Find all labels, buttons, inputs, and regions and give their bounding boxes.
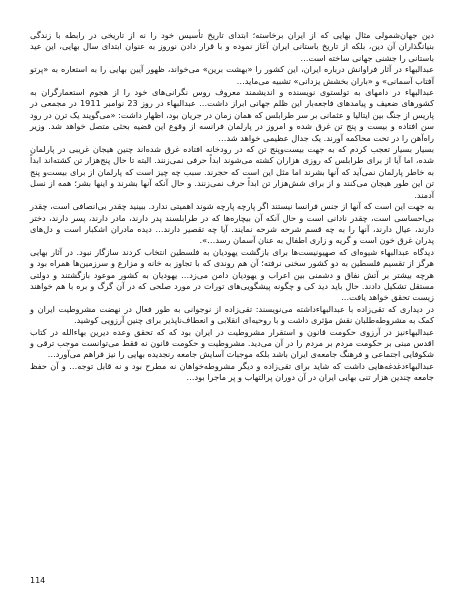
paragraph-8: عبدالبهاءنیز در آرزوی حکومت قانون و استقرار مشروطیت در ایران بود که که تحقق وعده دیرین بهاءالله در کتاب اقدس مبنی بر حکومت مردم بر مردم را در آن می‌دید. مشروطیت و حکومت قانون نه فقط می‌توانست موجب ترقی و شکوفایی اجتماعی و فرهنگ جامعه‌ی ایران باشد بلکه موجبات آسایش جامعه رنجدیده بهایی را نیز فراهم می‌آورد… [30, 326, 434, 360]
paragraph-4: بسیار بسیار تعجب کردم که به جهت بیست‌وپنج تن که در رودخانه افتاده غرق شده‌اند چنین هیجان غریبی در پارلمان شده، اما آیا از برای طرابلس که روزی هزاران کشته می‌شوند ابداً حرفی نمی‌زنند. البته تا حال پنج‌هزار تن کشته‌اند ابداً به خاطر پارلمان نمی‌آید که آنها بشرند اما مثل این است که حجرند. سبب چه چیز است که پارلمان از برای بیست‌و پنج تن این طور هیجان می‌کنند و از برای شش‌هزار تن ابداً حرف نمی‌زنند. و حال آنکه آنها بشرند و اینها بشر؛ همه از نسل آدمند. [30, 144, 434, 200]
paragraph-6: دیدگاه عبدالبهاء شیوه‌ای که صهیونیست‌ها برای بازگشت یهودیان به فلسطین انتخاب کردند سازگار نبود. در آثار بهایی هرگز از تقسیم فلسطین به دو کشور سخنی نرفته؛ آن هم روندی که با تجاوز به خانه و مزارع و سرزمین‌ها همراه بود و هرچه بیشتر بر آتش نفاق و دشمنی بین اعراب و یهودیان دامن می‌زد… یهودیان به کشور موعود بازگشتند و دولتی مستقل تشکیل دادند. حال باید دید کی و چگونه پیشگویی‌های تورات در مورد صلحی که در آن گرگ و بره با هم خواهند زیست تحقق خواهد یافت… [30, 246, 434, 303]
paragraph-1: دین جهان‌شمولی مثال بهایی که از ایران برخاسته؛ ابتدای تاریخ تأسیس خود را نه از تاریخی در رابطه با زندگی بنیانگذاران آن دین، بلکه از تاریخ باستانی ایران آغاز نموده و با قرار دادن نوروز به عنوان ابتدای سال بهایی، این عید باستانی را جشنی جهانی ساخته است… [30, 30, 434, 63]
paragraph-2: عبدالبهاء در آثار فراوانش درباره ایران، این کشور را «بهشت برین» می‌خواند، ظهور آیین بهایی را به استعاره به «پرتو آفتاب آسمانی» و «باران بخشش یزدانی» تشبیه می‌ماید… [30, 64, 434, 86]
document-body [30, 30, 434, 384]
paragraph-7: در دیداری که تقی‌زاده با عبدالبهاءداشته می‌نویسند: تقی‌زاده از نوجوانی به طور فعال در نهضت مشروطیت ایران و کمک به مشروطه‌طلبان نقش مؤثری داشت و با روحیه‌ای انقلابی و انعطاف‌ناپذیر برای چنین آرزویی کوشید. [30, 303, 434, 326]
paragraph-9: عبدالبهاءدغدغه‌هایی داشت که شاید برای تقی‌زاده و دیگر مشروطه‌خواهان نه مطرح بود و نه قابل توجه… و آن حفظ جامعه چندین هزار تنی بهایی ایران در آن دوران پرالتهاب و پر ماجرا بود… [30, 360, 434, 383]
paragraph-5: به جهت این است که آنها از جنس فرانسا نیستند اگر پارچه پارچه شوند اهمیتی ندارد. ببینید چقدر بی‌انصافی است، چقدر بی‌احساسی است، چقدر نادانی است و حال آنکه آن بیچاره‌ها که در طرابلسند پدر دارند، مادر دارند، پسر دارند، دختر دارند، عیال دارند، آنها را به چه قسم شرحه شرحه نمایند. آیا چه تقصیر دارند… دیده مادران اشکبار است و دل‌های پدران غرق خون است و گریه و زاری اطفال به عنان آسمان رسد…». [30, 201, 434, 246]
paragraph-3: عبدالبهاء در دامهای به تولستوی نویسنده و اندیشمند معروف روس نگرانی‌های خود را از هجوم استعمارگران به کشورهای ضعیف و پیامدهای فاجعه‌بار این ظلم جهانی ابراز داشت… عبدالبهاء در روز 23 نوامبر 1911 در مجمعی در پاریس از جنگ بین ایتالیا و عثمانی بر سر طرابلس که همان زمان در جریان بود، اظهار داشت: «می‌گویند یک ترن در رود سن افتاده و بیست و پنج تن غرق شده و امروز در پارلمان فرانسه از وقوع این قضیه بحثی متصل خواهد شد. وزیر راه‌آهن را در تحت محاکمه آورند. یک جدال عظیمی خواهد شد… [30, 87, 434, 143]
page-number: 114 [30, 576, 46, 585]
